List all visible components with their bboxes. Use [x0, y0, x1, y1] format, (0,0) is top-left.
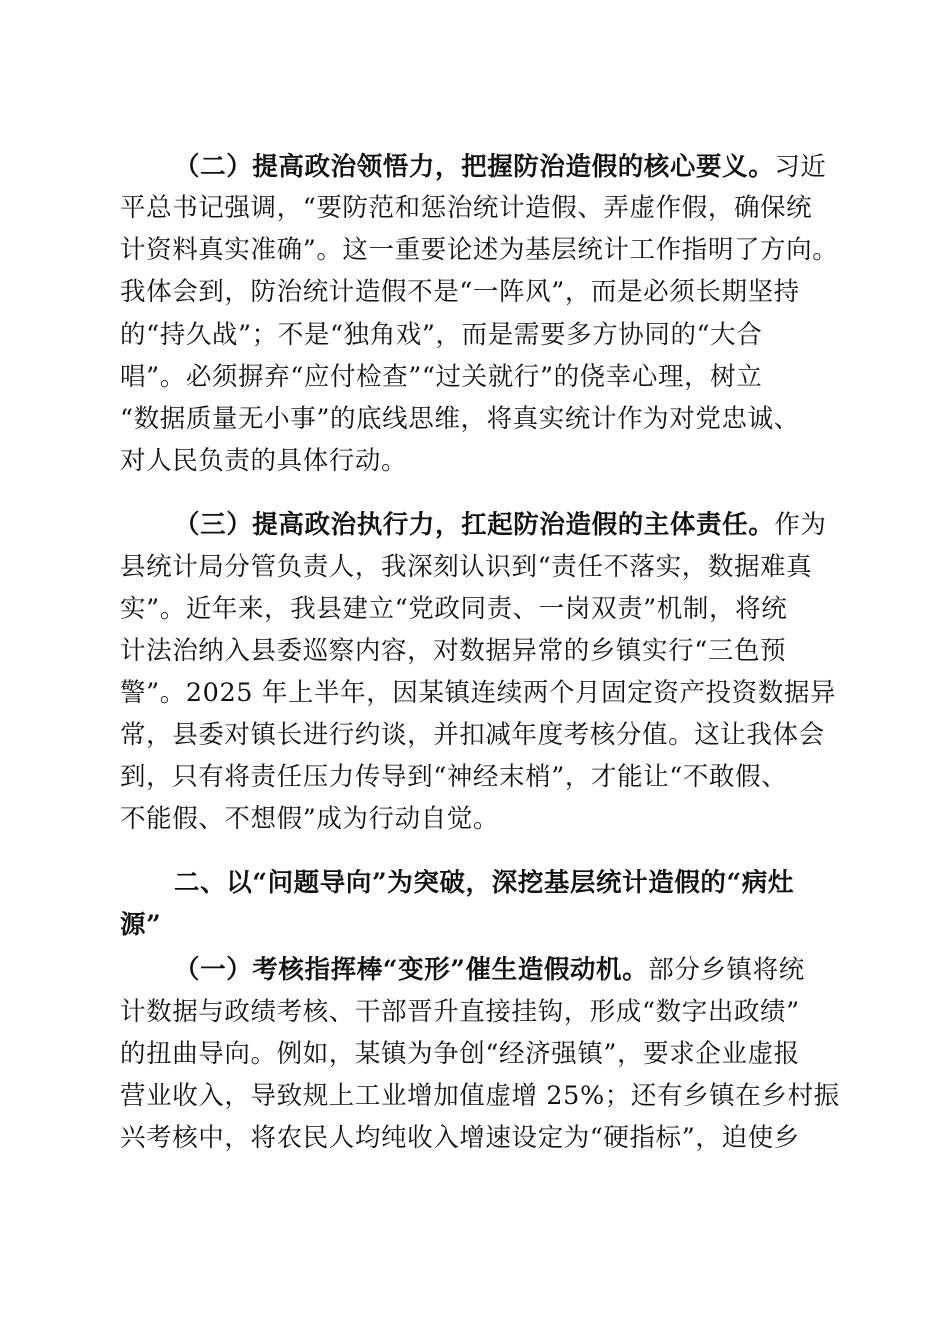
paragraph-line: 平总书记强调，“要防范和惩治统计造假、弄虚作假，确保统: [120, 193, 813, 223]
section-heading: （二）提高政治领悟力，把握防治造假的核心要义。: [174, 152, 775, 182]
paragraph-line: “数据质量无小事”的底线思维，将真实统计作为对党忠诚、: [120, 404, 800, 434]
paragraph-line: 计资料真实准确”。这一重要论述为基层统计工作指明了方向。: [120, 235, 839, 265]
paragraph-line: 不能假、不想假”成为行动自觉。: [120, 804, 500, 834]
paragraph-line: 计法治纳入县委巡察内容，对数据异常的乡镇实行“三色预: [120, 636, 787, 666]
paragraph-line: 的扭曲导向。例如，某镇为争创“经济强镇”，要求企业虚报: [120, 1039, 800, 1069]
paragraph-line: 警”。2025 年上半年，因某镇连续两个月固定资产投资数据异: [120, 678, 837, 708]
paragraph-line: [174, 952, 950, 992]
paragraph-line: 兴考核中，将农民人均纯收入增速设定为“硬指标”，迫使乡: [120, 1123, 800, 1153]
paragraph-line: [174, 507, 950, 547]
chapter-heading: 二、以“问题导向”为突破，深挖基层统计造假的“病灶: [174, 868, 795, 898]
paragraph-line: 常，县委对镇长进行约谈，并扣减年度考核分值。这让我体会: [120, 720, 825, 750]
chapter-heading: 源”: [120, 910, 162, 940]
body-text: 习近: [774, 152, 827, 182]
paragraph-line: 计数据与政绩考核、干部晋升直接挂钩，形成“数字出政绩”: [120, 997, 800, 1027]
paragraph-line: 我体会到，防治统计造假不是“一阵风”，而是必须长期坚持: [120, 277, 800, 307]
paragraph-line: 营业收入，导致规上工业增加值虚增 25%；还有乡镇在乡村振: [120, 1081, 840, 1111]
body-text: 部分乡镇将统: [648, 955, 805, 985]
paragraph-line: 到，只有将责任压力传导到“神经末梢”，才能让“不敢假、: [120, 762, 788, 792]
section-heading: （三）提高政治执行力，扛起防治造假的主体责任。: [174, 510, 775, 540]
body-text: 作为: [774, 510, 827, 540]
paragraph-line: 唱”。必须摒弃“应付检查”“过关就行”的侥幸心理，树立: [120, 362, 763, 392]
paragraph-line: 的“持久战”；不是“独角戏”，而是需要多方协同的“大合: [120, 320, 763, 350]
paragraph-line: 对人民负责的具体行动。: [120, 446, 408, 476]
paragraph-line: [174, 149, 950, 189]
paragraph-line: 县统计局分管负责人，我深刻认识到“责任不落实，数据难真: [120, 552, 813, 582]
section-heading: （一）考核指挥棒“变形”催生造假动机。: [174, 955, 649, 985]
paragraph-line: 实”。近年来，我县建立“党政同责、一岗双责”机制，将统: [120, 594, 788, 624]
